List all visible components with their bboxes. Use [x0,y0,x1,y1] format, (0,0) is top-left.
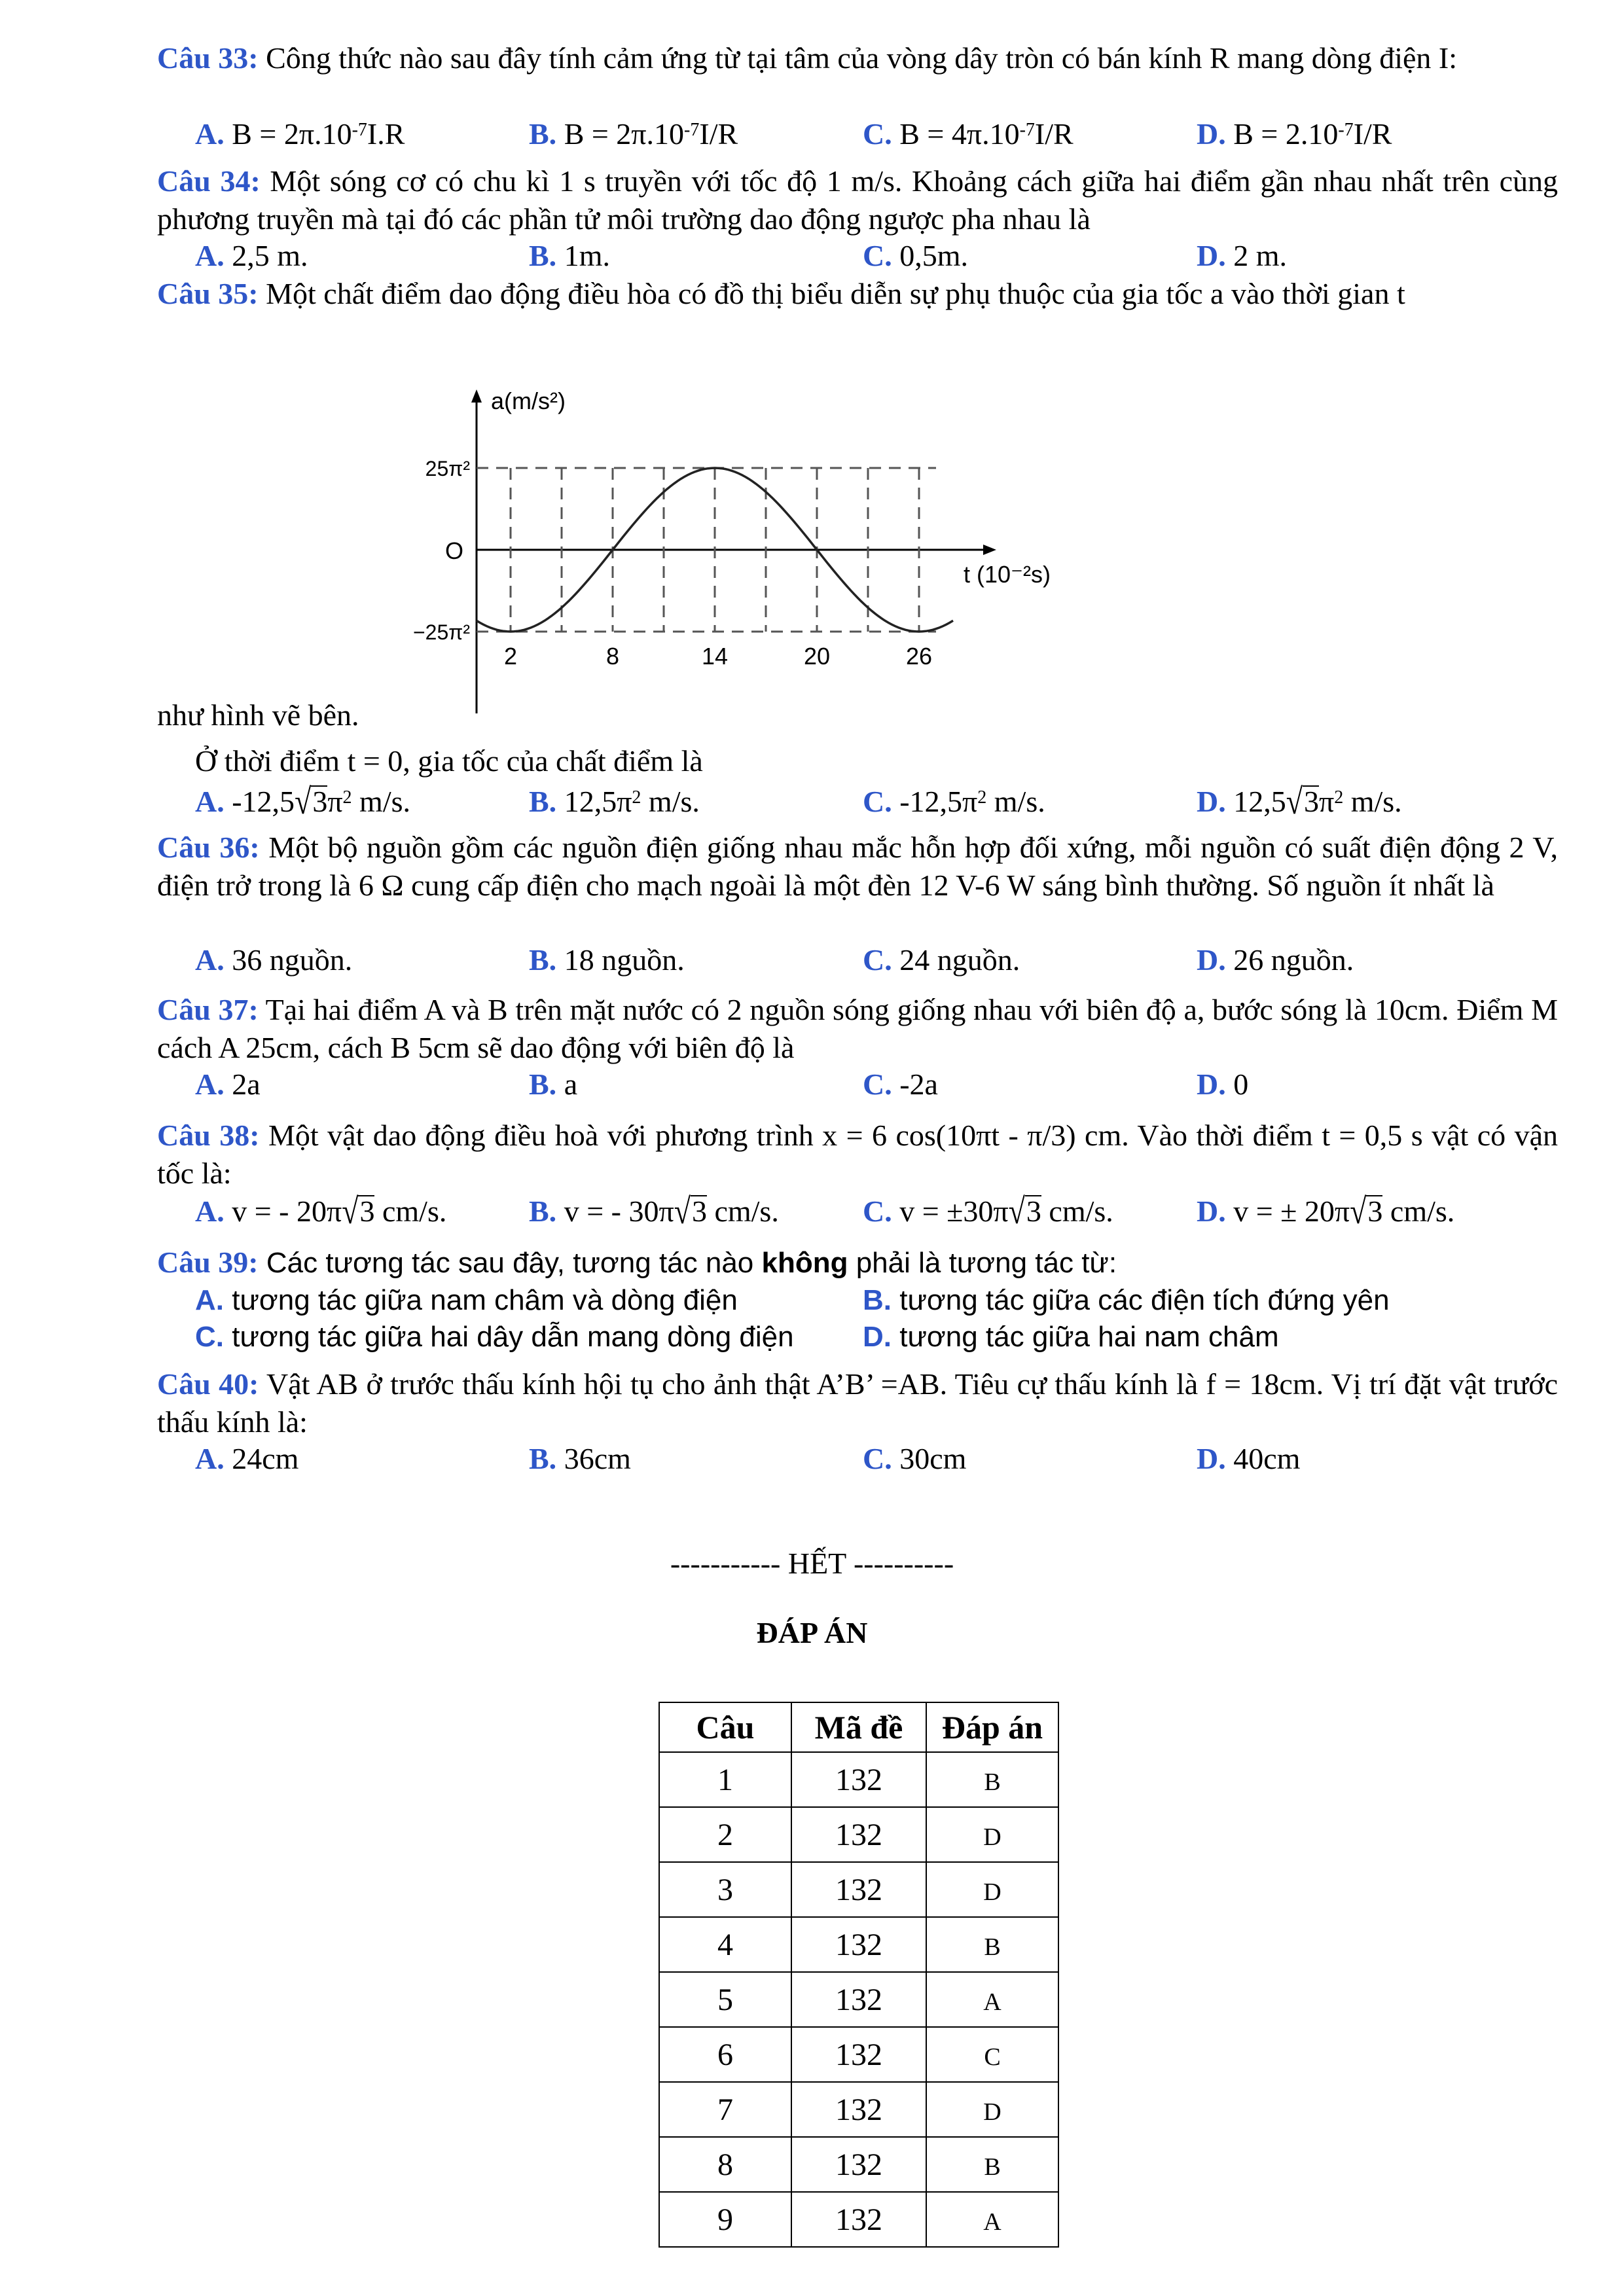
question-text: Một chất điểm dao động điều hòa có đồ thị biểu diễn sự phụ thuộc của gia tốc a vào thời gian t [266,277,1405,310]
y-axis-label: a(m/s²) [491,387,566,414]
option-36-b[interactable]: B. 18 nguồn. [529,943,685,977]
question-36 [157,829,1558,905]
option-37-b[interactable]: B. a [529,1067,578,1101]
option-36-c[interactable]: C. 24 nguồn. [863,943,1020,977]
header-cau: Câu [659,1702,791,1752]
question-35-continuation: như hình vẽ bên. [157,698,359,732]
question-34 [157,162,1558,238]
option-38-a[interactable]: A. v = - 20π√3 cm/s. [195,1191,447,1231]
table-row: 7 132 D [659,2082,1058,2137]
question-text: Một vật dao động điều hoà với phương trình x = 6 cos(10πt - π/3) cm. Vào thời điểm t = 0,5 s vật có vận tốc là: [157,1119,1559,1190]
option-39-a[interactable]: A. tương tác giữa nam châm và dòng điện [195,1284,738,1316]
question-number: Câu 34: [157,164,261,198]
answer-table-header [659,1702,1058,1752]
x-tick-label: 8 [605,643,620,670]
answer-table [659,1702,1059,2248]
x-tick-label: 20 [803,643,831,670]
table-row: 1 132 B [659,1752,1058,1807]
option-33-a[interactable]: A. $B = 2\pi.10^{-7}I.R$ [195,117,405,151]
question-text: Công thức nào sau đây tính cảm ứng từ tại tâm của vòng dây tròn có bán kính R mang dòng điện I: [266,41,1457,75]
option-34-b[interactable]: B. 1m. [529,239,610,272]
table-row: 5 132 A [659,1972,1058,2027]
question-number: Câu 37: [157,993,259,1026]
option-38-d[interactable]: D. v = ± 20π√3 cm/s. [1197,1191,1455,1231]
question-39: Câu 39: Các tương tác sau đây, tương tác nào không phải là tương tác từ: [157,1246,1117,1279]
y-tick-label: 25π² [425,457,470,480]
question-38 [157,1117,1558,1193]
option-33-c[interactable]: C. $B = 4\pi.10^{-7}I/R$ [863,117,1074,151]
option-34-a[interactable]: A. 2,5 m. [195,239,308,272]
table-row: 6 132 C [659,2027,1058,2082]
question-number: Câu 39: [157,1246,259,1279]
option-35-b[interactable]: B. $12,5\pi^2$ m/s. [529,785,700,818]
table-row: 4 132 B [659,1917,1058,1972]
question-number: Câu 40: [157,1367,259,1401]
x-axis-arrow [983,545,996,555]
answer-title: ĐÁP ÁN [756,1616,868,1649]
question-number: Câu 36: [157,831,260,864]
option-39-c[interactable]: C. tương tác giữa hai dây dẫn mang dòng điện [195,1321,794,1353]
table-row: 3 132 D [659,1862,1058,1917]
option-38-c[interactable]: C. v = ±30π√3 cm/s. [863,1191,1113,1231]
option-37-d[interactable]: D. 0 [1197,1067,1249,1101]
question-text: Vật AB ở trước thấu kính hội tụ cho ảnh thật A’B’ =AB. Tiêu cự thấu kính là f = 18cm. Vị trí đặt vật trước thấu kính là: [157,1367,1559,1439]
option-38-b[interactable]: B. v = - 30π√3 cm/s. [529,1191,779,1231]
question-35-prompt: Ở thời điểm t = 0, gia tốc của chất điểm là [195,744,703,778]
option-33-d[interactable]: D. $B = 2.10^{-7}I/R$ [1197,117,1392,151]
option-36-d[interactable]: D. 26 nguồn. [1197,943,1354,977]
origin-label: O [445,537,464,564]
question-33 [157,39,1558,77]
option-40-d[interactable]: D. 40cm [1197,1442,1301,1475]
question-text: Một sóng cơ có chu kì 1 s truyền với tốc độ 1 m/s. Khoảng cách giữa hai điểm gần nhau nhất trên cùng phương truyền mà tại đó các phần tử môi trường dao động ngược pha nhau là [157,164,1559,236]
option-37-c[interactable]: C. -2a [863,1067,938,1101]
x-tick-label: 26 [905,643,933,670]
table-row: 2 132 D [659,1807,1058,1862]
question-37 [157,991,1558,1067]
end-marker: ----------- HẾT ---------- [670,1547,954,1580]
y-axis-arrow [471,389,482,403]
question-35 [157,275,1558,313]
question-number: Câu 35: [157,277,259,310]
option-40-b[interactable]: B. 36cm [529,1442,631,1475]
y-tick-label: −25π² [412,620,470,644]
option-37-a[interactable]: A. 2a [195,1067,261,1101]
option-39-d[interactable]: D. tương tác giữa hai nam châm [863,1321,1279,1353]
x-axis-label: t (10⁻²s) [964,561,1051,588]
question-number: Câu 38: [157,1119,260,1152]
option-40-a[interactable]: A. 24cm [195,1442,299,1475]
x-tick-label: 14 [701,643,729,670]
option-34-d[interactable]: D. 2 m. [1197,239,1288,272]
question-text: Một bộ nguồn gồm các nguồn điện giống nhau mắc hỗn hợp đối xứng, mỗi nguồn có suất điện động 2 V, điện trở trong là 6 Ω cung cấp điện cho mạch ngoài là một đèn 12 V-6 W sáng bình thường. Số nguồn ít nhất là [157,831,1559,902]
acceleration-graph [367,360,1139,726]
option-40-c[interactable]: C. 30cm [863,1442,967,1475]
x-tick-label: 2 [503,643,518,670]
option-36-a[interactable]: A. 36 nguồn. [195,943,353,977]
question-number: Câu 33: [157,41,259,75]
question-text: Tại hai điểm A và B trên mặt nước có 2 nguồn sóng giống nhau với biên độ a, bước sóng là 10cm. Điểm M cách A 25cm, cách B 5cm sẽ dao động với biên độ là [157,993,1558,1064]
option-35-c[interactable]: C. $-12,5\pi^2$ m/s. [863,785,1045,818]
option-33-b[interactable]: B. $B = 2\pi.10^{-7}I/R$ [529,117,738,151]
option-35-a[interactable]: A. $-12,5√3\pi^2$ m/s. [195,781,411,821]
option-34-c[interactable]: C. 0,5m. [863,239,969,272]
table-row: 9 132 A [659,2192,1058,2247]
option-35-d[interactable]: D. $12,5√3\pi^2$ m/s. [1197,781,1402,821]
header-dap-an: Đáp án [926,1702,1058,1752]
header-ma-de: Mã đề [791,1702,926,1752]
option-39-b[interactable]: B. tương tác giữa các điện tích đứng yên [863,1284,1390,1316]
question-40 [157,1365,1558,1441]
table-row: 8 132 B [659,2137,1058,2192]
